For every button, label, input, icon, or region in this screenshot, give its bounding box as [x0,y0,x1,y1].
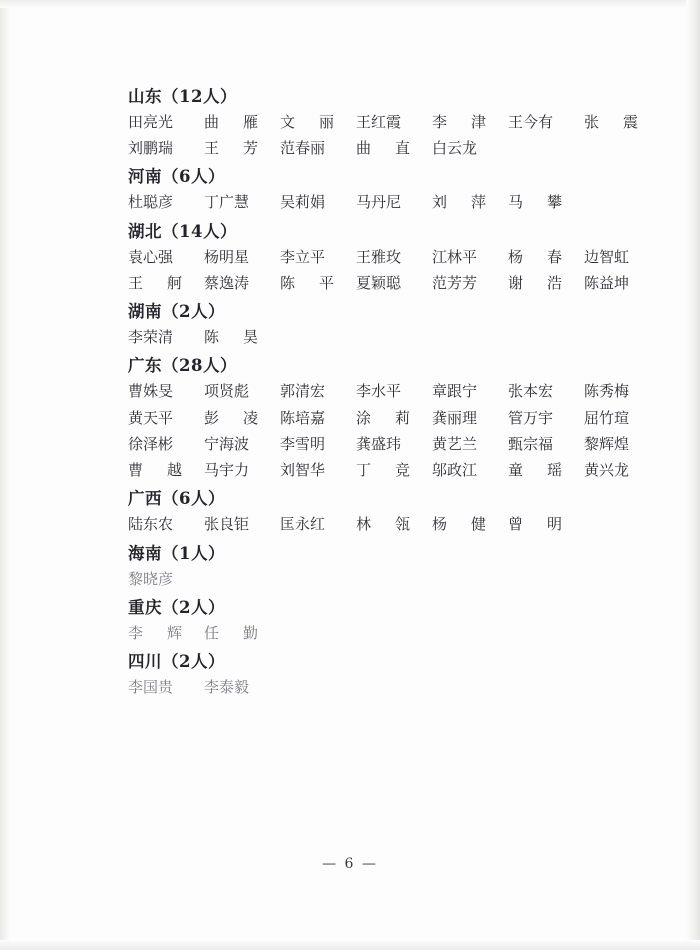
names-row [128,140,598,157]
person-name: 王红霞 [356,112,402,131]
person-name: 曹姝旻 [128,382,174,401]
person-name: 杨 健 [432,515,486,534]
province-group [128,356,630,480]
province-group [128,87,638,158]
person-name: 范春丽 [280,139,326,158]
page-number: — 6 — [322,856,378,872]
person-name: 谢 浩 [508,273,562,292]
names-row [128,408,630,427]
person-name: 张良钜 [204,515,250,534]
person-name: 童 瑶 [508,461,562,480]
person-name: 匡永红 [280,515,326,534]
province-group [128,168,598,211]
person-name: 陈 平 [280,273,334,292]
person-name: 丁广慧 [204,193,250,212]
province-heading: 湖南（2人） [128,302,225,322]
names-row [128,461,630,480]
names-block [128,625,598,642]
names-row [128,516,598,533]
person-name: 陈培嘉 [280,408,326,427]
person-name: 林 瓴 [356,515,410,534]
person-name: 刘智华 [280,461,326,480]
person-name: 文 丽 [280,112,334,131]
person-name: 曹 越 [128,461,182,480]
person-name: 甄宗福 [508,434,554,453]
province-heading: 湖北（14人） [128,221,237,241]
person-name: 黄艺兰 [432,434,478,453]
scan-edge-bottom [0,940,700,950]
person-name: 龚丽理 [432,408,478,427]
names-row [128,273,630,292]
names-block [128,329,598,346]
person-name: 田亮光 [128,112,174,131]
person-name: 李 辉 [128,623,182,642]
person-name: 管万宇 [508,408,554,427]
person-name: 陈秀梅 [584,382,630,401]
person-name: 范芳芳 [432,273,478,292]
person-name: 黎晓彦 [128,569,174,588]
person-name: 白云龙 [432,139,478,158]
person-name: 邬政江 [432,461,478,480]
names-row [128,112,638,131]
names-block [128,247,630,293]
person-name: 马 攀 [508,193,562,212]
person-name: 曲 雁 [204,112,258,131]
person-name: 彭 凌 [204,408,258,427]
person-name: 边智虹 [584,247,630,266]
province-heading: 河南（6人） [128,167,225,187]
person-name: 杨 春 [508,247,562,266]
person-name: 曲 直 [356,139,410,158]
person-name: 黄天平 [128,408,174,427]
province-heading: 海南（1人） [128,543,225,563]
person-name: 陈 昊 [204,328,258,347]
person-name: 李雪明 [280,434,326,453]
person-name: 王 舸 [128,273,182,292]
person-name: 张本宏 [508,382,554,401]
person-name: 江林平 [432,247,478,266]
person-name: 任 勤 [204,623,258,642]
person-name: 吴莉娟 [280,193,326,212]
scan-edge-right [686,0,700,950]
province-heading: 山东（12人） [128,87,237,106]
person-name: 袁心强 [128,247,174,266]
person-name: 黄兴龙 [584,461,630,480]
province-heading: 四川（2人） [128,652,225,671]
province-group [128,221,630,292]
person-name: 徐泽彬 [128,434,174,453]
names-row [128,679,598,696]
person-name: 蔡逸涛 [204,273,250,292]
person-name: 夏颖聪 [356,273,402,292]
scan-edge-left [0,0,10,950]
person-name: 曾 明 [508,515,562,534]
person-name: 刘鹏瑞 [128,139,174,158]
province-group [128,599,598,642]
scan-edge-top [0,0,700,8]
person-name: 李水平 [356,382,402,401]
province-group [128,545,598,588]
names-block [128,112,638,158]
province-heading: 广东（28人） [128,356,237,376]
person-name: 李立平 [280,247,326,266]
person-name: 章跟宁 [432,382,478,401]
names-block [128,194,598,211]
person-name: 项贤彪 [204,382,250,401]
province-heading: 重庆（2人） [128,597,225,617]
person-name: 陈益坤 [584,273,630,292]
person-name: 屈竹瑄 [584,408,630,427]
names-row [128,625,598,642]
names-block [128,571,598,588]
names-block [128,382,630,480]
person-name: 刘 萍 [432,193,486,212]
names-row [128,329,598,346]
names-row [128,194,598,211]
names-row [128,571,598,588]
person-name: 张 震 [584,112,638,131]
names-block [128,516,598,533]
person-name: 李国贵 [128,677,174,696]
person-name: 马丹尼 [356,193,402,212]
names-block [128,679,598,696]
person-name: 王 芳 [204,139,258,158]
person-name: 陆东农 [128,515,174,534]
names-row [128,382,630,401]
person-name: 王雅玫 [356,247,402,266]
person-name: 李泰毅 [204,677,250,696]
person-name: 龚盛玮 [356,434,402,453]
province-group [128,653,598,696]
person-name: 宁海波 [204,434,250,453]
person-name: 杨明星 [204,247,250,266]
person-name: 李 津 [432,112,486,131]
person-name: 黎辉煌 [584,434,630,453]
person-name: 丁 竞 [356,461,410,480]
person-name: 王今有 [508,112,554,131]
person-name: 马宇力 [204,461,250,480]
province-group [128,490,598,533]
person-name: 李荣清 [128,328,174,347]
person-name: 杜聪彦 [128,193,174,212]
names-row [128,247,630,266]
person-name: 涂 莉 [356,408,410,427]
province-group [128,303,598,346]
name-roster-content [128,87,638,707]
names-row [128,434,630,453]
province-heading: 广西（6人） [128,489,225,509]
person-name: 郭清宏 [280,382,326,401]
